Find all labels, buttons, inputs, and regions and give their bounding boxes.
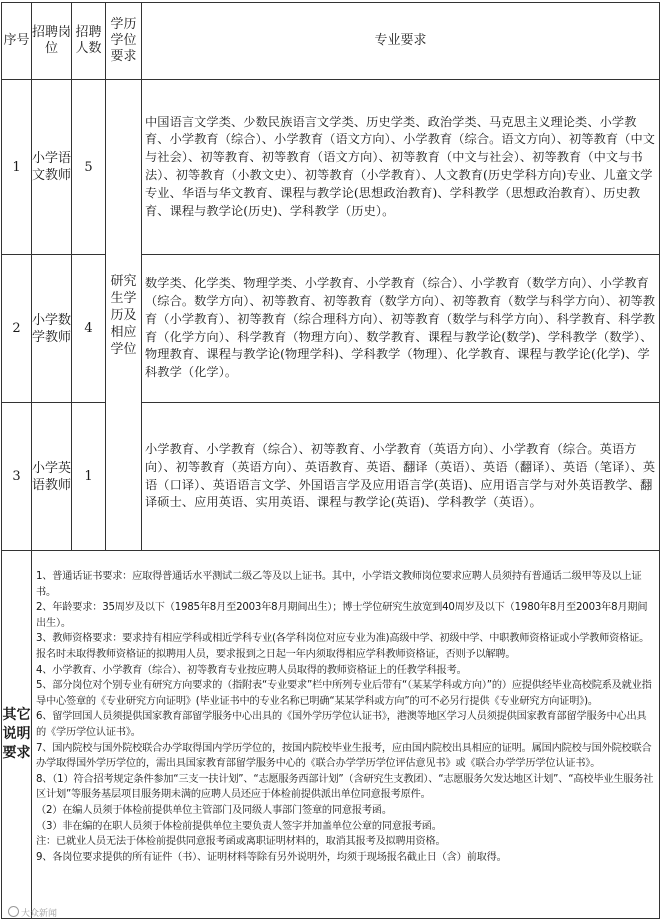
watermark-text: 大众新闻 xyxy=(21,909,58,919)
row-seq: 3 xyxy=(2,403,32,551)
note-item: 3、教师资格要求：要求持有相应学科或相近学科专业(各学科岗位对应专业为准)高级中学、初级中学、中职教师资格证或小学教师资格证。报名时未取得教师资格证的拟聘用人员，要求报到之日起一年内须取得相应学科教师资格证，否则予以解聘。 xyxy=(36,633,650,660)
notes-row xyxy=(2,551,660,919)
note-item: 2、年龄要求：35周岁及以下（1985年8月至2003年8月期间出生）；博士学位研究生放宽到40周岁及以下（1980年8月至2003年8月期间出生）。 xyxy=(36,602,648,629)
header-position: 招聘岗位 xyxy=(32,3,72,80)
row-position: 小学英语教师 xyxy=(32,403,72,551)
note-item: 7、国内院校与国外院校联合办学取得国内学历学位的，按国内院校毕业生报考，应由国内院校出具相应的证明。属国内院校与国外院校联合办学取得国外学历学位的，需出具国家教育部留学服务中心的《联合办学学历学位评估意见书》或《联合办学学历学位认证书》。 xyxy=(36,742,652,770)
watermark xyxy=(8,906,57,919)
header-row xyxy=(2,3,660,80)
row-majors: 小学教育、小学教育（综合）、初等教育、小学教育（英语方向）、小学教育（综合。英语方向）、初等教育（英语方向）、英语教育、英语、翻译（英语）、英语（翻译）、英语（笔译）、英语（口译）、英语语言文学、外国语言学及应用语言学(英语)、应用语言学与对外英语教学、翻译硕士、应用英语、实用英语、课程与教学论(英语)、学科教学（英语）。 xyxy=(142,403,660,551)
recruitment-table-sheet xyxy=(1,2,659,920)
table-row xyxy=(2,255,660,403)
row-count: 1 xyxy=(72,403,106,551)
row-majors: 数学类、化学类、物理学类、小学教育、小学教育（综合）、小学教育（数学方向）、小学教育（综合。数学方向）、初等教育、初等教育（数学方向）、初等教育（数学与科学方向）、初等教育（小学教育）、初等教育（综合理科方向）、初等教育（数学与科学方向）、科学教育、科学教育（化学方向）、科学教育（物理方向）、数学教育、课程与教学论(数学)、学科教学（数学）、物理教育、课程与教学论(物理学科)、学科教学（物理）、化学教育、课程与教学论(化学)、学科教学（化学）。 xyxy=(142,255,660,403)
row-count: 5 xyxy=(72,80,106,255)
header-count: 招聘人数 xyxy=(72,3,106,80)
row-seq: 1 xyxy=(2,80,32,255)
table-row xyxy=(2,403,660,551)
notes-label: 其它说明要求 xyxy=(2,551,32,919)
row-position: 小学数学教师 xyxy=(32,255,72,403)
note-item: 8、（1）符合招考规定条件参加“三支一扶计划”、“志愿服务西部计划”（含研究生支教团）、“志愿服务欠发达地区计划”、“高校毕业生服务社区计划”等服务基层项目服务期未满的应聘人员还应于体检前提供派出单位同意报考原件。 xyxy=(36,773,654,801)
notes-content xyxy=(32,551,660,919)
note-item: 4、小学教育、小学教育（综合）、初等教育专业按应聘人员取得的教师资格证上的任教学科报考。 xyxy=(36,664,467,676)
recruitment-table xyxy=(1,2,660,919)
note-item: （3）非在编的在职人员须于体检前提供单位主要负责人签字并加盖单位公章的同意报考函。 xyxy=(36,820,442,832)
note-item: （2）在编人员须于体检前提供单位主管部门及同级人事部门签章的同意报考函。 xyxy=(36,804,392,816)
note-item: 注：已就业人员无法于体检前提供同意报考函或离职证明材料的，取消其报考及拟聘用资格。 xyxy=(36,836,446,848)
header-seq: 序号 xyxy=(2,3,32,80)
watermark-logo-icon xyxy=(8,906,19,917)
row-seq: 2 xyxy=(2,255,32,403)
note-item: 9、各岗位要求提供的所有证件（书）、证明材料等除有另外说明外，均须于现场报名截止日（含）前取得。 xyxy=(36,851,507,863)
note-item: 6、留学回国人员须提供国家教育部留学服务中心出具的《国外学历学位认证书》，港澳等地区学习人员须提供国家教育部留学服务中心出具的《学历学位认证书》。 xyxy=(36,711,647,738)
header-majors: 专业要求 xyxy=(142,3,660,80)
row-majors: 中国语言文学类、少数民族语言文学类、历史学类、政治学类、马克思主义理论类、小学教育、小学教育（综合）、小学教育（语文方向）、小学教育（综合。语文方向）、初等教育（中文与社会）、初等教育、初等教育（语文方向）、初等教育（中文与社会）、初等教育（中文与书法）、初等教育（小教文史）、初等教育（小学教育）、人文教育(历史学科方向)专业、儿童文学专业、华语与华文教育、课程与教学论(思想政治教育)、学科教学（思想政治教育）、历史教育、课程与教学论(历史)、学科教学（历史）。 xyxy=(142,80,660,255)
header-education: 学历学位要求 xyxy=(106,3,142,80)
note-item: 5、部分岗位对个别专业有研究方向要求的（指附表“专业要求”栏中所列专业后带有“（某某学科或方向）”的）应提供经毕业高校院系及就业指导中心签章的《专业研究方向证明》(毕业证书中的专业名称已明确“某某学科或方向”的可不必另行提供《专业研究方向证明》)。 xyxy=(36,680,652,707)
note-item: 1、普通话证书要求：应取得普通话水平测试二级乙等及以上证书。其中，小学语文教师岗位要求应聘人员须持有普通话二级甲等及以上证书。 xyxy=(36,571,642,598)
row-position: 小学语文教师 xyxy=(32,80,72,255)
table-row xyxy=(2,80,660,255)
education-requirement: 研究生学历及相应学位 xyxy=(106,80,142,551)
row-count: 4 xyxy=(72,255,106,403)
